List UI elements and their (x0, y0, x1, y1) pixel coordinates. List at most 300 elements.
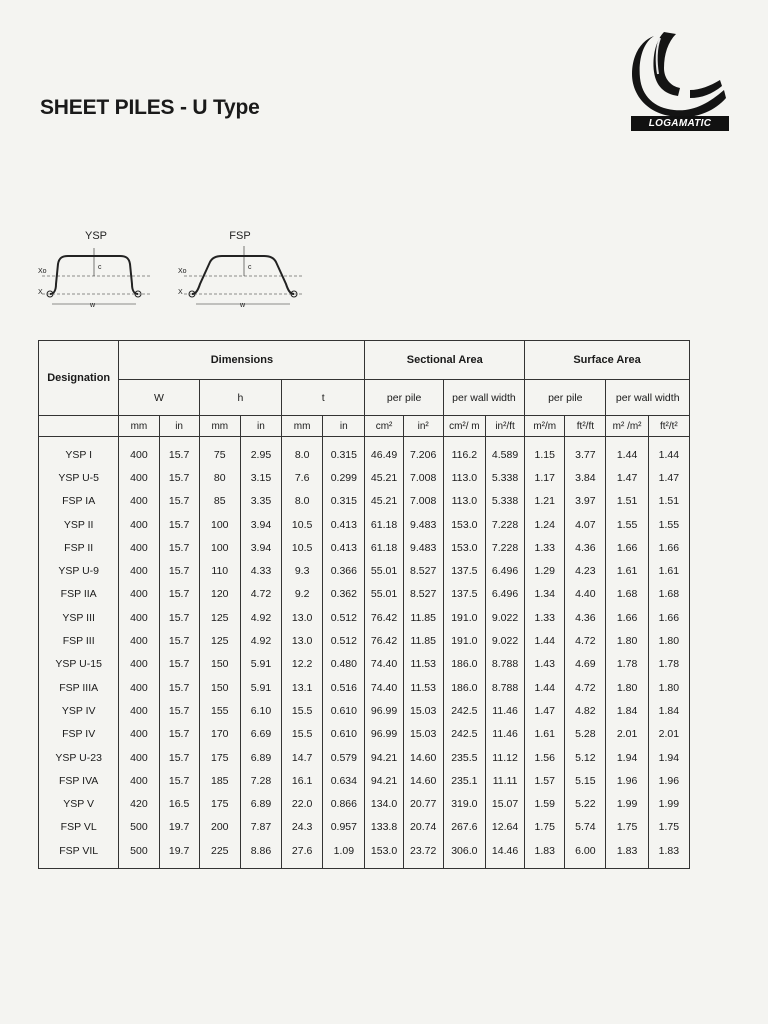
table-cell: 116.2 (443, 437, 485, 467)
designation-cell: YSP II (39, 513, 119, 536)
table-cell: 7.87 (240, 816, 281, 839)
table-cell: 5.15 (565, 769, 606, 792)
table-cell: 14.60 (403, 769, 443, 792)
table-cell: 400 (119, 699, 159, 722)
table-cell: 267.6 (443, 816, 485, 839)
table-cell: 2.01 (606, 723, 648, 746)
table-row (39, 769, 690, 792)
table-cell: 1.33 (525, 536, 565, 559)
table-cell: 100 (199, 536, 240, 559)
table-cell: 100 (199, 513, 240, 536)
table-cell: 1.96 (648, 769, 689, 792)
table-cell: 9.022 (485, 606, 524, 629)
table-cell: 4.23 (565, 559, 606, 582)
table-cell: 1.75 (525, 816, 565, 839)
table-cell: 500 (119, 816, 159, 839)
table-cell: 15.7 (159, 559, 199, 582)
table-cell: 1.24 (525, 513, 565, 536)
table-cell: 1.43 (525, 653, 565, 676)
designation-cell: YSP U-9 (39, 559, 119, 582)
table-cell: 400 (119, 746, 159, 769)
table-row (39, 513, 690, 536)
table-cell: 14.46 (485, 839, 524, 869)
table-cell: 15.7 (159, 513, 199, 536)
table-cell: 15.7 (159, 746, 199, 769)
table-cell: 20.74 (403, 816, 443, 839)
table-cell: 191.0 (443, 606, 485, 629)
table-cell: 4.589 (485, 437, 524, 467)
table-cell: 74.40 (365, 653, 403, 676)
table-cell: 3.35 (240, 490, 281, 513)
table-row (39, 629, 690, 652)
table-cell: 5.91 (240, 653, 281, 676)
table-cell: 235.1 (443, 769, 485, 792)
table-cell: 75 (199, 437, 240, 467)
table-cell: 45.21 (365, 490, 403, 513)
table-cell: 1.66 (606, 536, 648, 559)
table-cell: 4.07 (565, 513, 606, 536)
table-cell: 15.5 (282, 699, 323, 722)
fsp-c-label: c (248, 264, 252, 271)
unit-header: m² /m² (606, 416, 648, 437)
designation-cell: YSP U-23 (39, 746, 119, 769)
table-cell: 9.2 (282, 583, 323, 606)
table-cell: 5.22 (565, 792, 606, 815)
table-cell: 76.42 (365, 606, 403, 629)
table-cell: 3.97 (565, 490, 606, 513)
table-cell: 4.36 (565, 536, 606, 559)
table-cell: 6.10 (240, 699, 281, 722)
table-cell: 1.80 (606, 629, 648, 652)
table-cell: 400 (119, 536, 159, 559)
table-cell: 11.53 (403, 676, 443, 699)
table-cell: 76.42 (365, 629, 403, 652)
table-cell: 3.84 (565, 466, 606, 489)
table-cell: 191.0 (443, 629, 485, 652)
designation-cell: FSP III (39, 629, 119, 652)
table-cell: 6.89 (240, 792, 281, 815)
table-cell: 1.80 (606, 676, 648, 699)
table-row (39, 746, 690, 769)
unit-header: in (323, 416, 365, 437)
table-cell: 10.5 (282, 513, 323, 536)
table-cell: 5.12 (565, 746, 606, 769)
table-cell: 13.0 (282, 629, 323, 652)
table-cell: 15.7 (159, 583, 199, 606)
table-cell: 1.59 (525, 792, 565, 815)
table-cell: 153.0 (443, 536, 485, 559)
ysp-c-label: c (98, 264, 102, 271)
table-cell: 1.51 (606, 490, 648, 513)
table-cell: 61.18 (365, 513, 403, 536)
table-cell: 0.579 (323, 746, 365, 769)
table-cell: 1.68 (648, 583, 689, 606)
table-cell: 1.47 (525, 699, 565, 722)
table-cell: 1.84 (606, 699, 648, 722)
table-row (39, 816, 690, 839)
table-cell: 7.228 (485, 513, 524, 536)
table-cell: 400 (119, 437, 159, 467)
table-cell: 7.206 (403, 437, 443, 467)
table-cell: 500 (119, 839, 159, 869)
table-cell: 1.15 (525, 437, 565, 467)
table-cell: 85 (199, 490, 240, 513)
table-cell: 20.77 (403, 792, 443, 815)
table-cell: 13.0 (282, 606, 323, 629)
dimensions-header: Dimensions (119, 341, 365, 380)
designation-cell: YSP U-15 (39, 653, 119, 676)
table-row (39, 559, 690, 582)
table-cell: 1.44 (525, 676, 565, 699)
sect-per-pile-header: per pile (365, 380, 443, 416)
table-cell: 2.01 (648, 723, 689, 746)
unit-header: in (240, 416, 281, 437)
table-cell: 94.21 (365, 746, 403, 769)
table-cell: 1.80 (648, 676, 689, 699)
designation-cell: FSP VIL (39, 839, 119, 869)
logo-text: LOGAMATIC (631, 116, 729, 131)
table-cell: 1.68 (606, 583, 648, 606)
table-cell: 4.40 (565, 583, 606, 606)
table-cell: 1.66 (648, 606, 689, 629)
unit-header: in²/ft (485, 416, 524, 437)
designation-cell: FSP VL (39, 816, 119, 839)
table-cell: 0.866 (323, 792, 365, 815)
table-cell: 137.5 (443, 583, 485, 606)
unit-header: m²/m (525, 416, 565, 437)
unit-header: mm (282, 416, 323, 437)
table-cell: 74.40 (365, 676, 403, 699)
table-cell: 1.84 (648, 699, 689, 722)
table-cell: 1.99 (648, 792, 689, 815)
table-cell: 14.7 (282, 746, 323, 769)
table-cell: 19.7 (159, 816, 199, 839)
table-cell: 27.6 (282, 839, 323, 869)
table-cell: 80 (199, 466, 240, 489)
table-cell: 1.44 (606, 437, 648, 467)
table-cell: 15.7 (159, 437, 199, 467)
table-cell: 3.94 (240, 513, 281, 536)
unit-header: cm²/ m (443, 416, 485, 437)
table-cell: 11.46 (485, 699, 524, 722)
fsp-section-diagram (178, 230, 308, 310)
table-cell: 400 (119, 606, 159, 629)
table-cell: 4.33 (240, 559, 281, 582)
table-cell: 6.69 (240, 723, 281, 746)
table-cell: 113.0 (443, 466, 485, 489)
logo-mark-icon (630, 28, 730, 118)
table-cell: 15.7 (159, 676, 199, 699)
table-cell: 242.5 (443, 723, 485, 746)
designation-cell: FSP IA (39, 490, 119, 513)
table-cell: 15.03 (403, 699, 443, 722)
table-cell: 9.483 (403, 536, 443, 559)
table-cell: 1.17 (525, 466, 565, 489)
table-cell: 15.7 (159, 490, 199, 513)
unit-header: in² (403, 416, 443, 437)
table-cell: 5.338 (485, 466, 524, 489)
table-cell: 110 (199, 559, 240, 582)
table-cell: 1.78 (648, 653, 689, 676)
table-cell: 1.94 (648, 746, 689, 769)
units-blank-cell (39, 416, 119, 437)
table-cell: 4.82 (565, 699, 606, 722)
ysp-axis-x-label: X (38, 289, 43, 296)
table-cell: 175 (199, 792, 240, 815)
table-row (39, 653, 690, 676)
table-cell: 55.01 (365, 583, 403, 606)
table-cell: 306.0 (443, 839, 485, 869)
table-cell: 1.29 (525, 559, 565, 582)
table-cell: 6.89 (240, 746, 281, 769)
table-cell: 14.60 (403, 746, 443, 769)
table-cell: 9.483 (403, 513, 443, 536)
unit-header: ft²/ft (565, 416, 606, 437)
table-row (39, 490, 690, 513)
table-row (39, 606, 690, 629)
table-row (39, 699, 690, 722)
table-cell: 400 (119, 629, 159, 652)
table-cell: 1.57 (525, 769, 565, 792)
table-cell: 4.92 (240, 629, 281, 652)
table-cell: 12.64 (485, 816, 524, 839)
fsp-diagram-label: FSP (229, 230, 251, 242)
table-cell: 0.413 (323, 536, 365, 559)
table-cell: 113.0 (443, 490, 485, 513)
table-cell: 15.5 (282, 723, 323, 746)
table-cell: 137.5 (443, 559, 485, 582)
table-cell: 46.49 (365, 437, 403, 467)
table-cell: 3.77 (565, 437, 606, 467)
table-cell: 4.69 (565, 653, 606, 676)
table-cell: 242.5 (443, 699, 485, 722)
designation-cell: YSP III (39, 606, 119, 629)
table-cell: 1.47 (606, 466, 648, 489)
table-cell: 23.72 (403, 839, 443, 869)
table-cell: 185 (199, 769, 240, 792)
table-cell: 420 (119, 792, 159, 815)
fsp-axis-xo-label: Xo (178, 268, 187, 275)
designation-cell: YSP IV (39, 699, 119, 722)
designation-cell: FSP IIIA (39, 676, 119, 699)
table-cell: 1.96 (606, 769, 648, 792)
table-cell: 0.299 (323, 466, 365, 489)
table-cell: 1.66 (648, 536, 689, 559)
table-cell: 1.61 (648, 559, 689, 582)
designation-cell: YSP V (39, 792, 119, 815)
table-cell: 1.66 (606, 606, 648, 629)
table-cell: 0.957 (323, 816, 365, 839)
table-cell: 1.56 (525, 746, 565, 769)
table-cell: 120 (199, 583, 240, 606)
table-cell: 96.99 (365, 699, 403, 722)
table-cell: 155 (199, 699, 240, 722)
table-cell: 5.28 (565, 723, 606, 746)
table-cell: 133.8 (365, 816, 403, 839)
table-cell: 1.47 (648, 466, 689, 489)
table-cell: 1.83 (606, 839, 648, 869)
table-cell: 1.09 (323, 839, 365, 869)
table-cell: 11.12 (485, 746, 524, 769)
table-cell: 8.86 (240, 839, 281, 869)
table-cell: 8.788 (485, 653, 524, 676)
table-cell: 1.83 (525, 839, 565, 869)
table-cell: 186.0 (443, 653, 485, 676)
table-cell: 400 (119, 676, 159, 699)
table-cell: 1.34 (525, 583, 565, 606)
table-cell: 5.338 (485, 490, 524, 513)
table-cell: 1.61 (606, 559, 648, 582)
table-cell: 225 (199, 839, 240, 869)
table-cell: 11.85 (403, 606, 443, 629)
table-cell: 1.21 (525, 490, 565, 513)
table-cell: 0.512 (323, 606, 365, 629)
table-cell: 7.28 (240, 769, 281, 792)
table-cell: 1.33 (525, 606, 565, 629)
surf-per-wall-header: per wall width (606, 380, 690, 416)
table-cell: 55.01 (365, 559, 403, 582)
table-cell: 94.21 (365, 769, 403, 792)
table-row (39, 676, 690, 699)
fsp-axis-x-label: X (178, 289, 183, 296)
table-cell: 16.5 (159, 792, 199, 815)
table-cell: 125 (199, 606, 240, 629)
table-cell: 4.72 (565, 676, 606, 699)
table-cell: 9.022 (485, 629, 524, 652)
table-cell: 7.6 (282, 466, 323, 489)
ysp-w-label: w (90, 302, 96, 309)
table-cell: 1.44 (648, 437, 689, 467)
table-cell: 15.7 (159, 769, 199, 792)
table-cell: 150 (199, 676, 240, 699)
table-cell: 175 (199, 746, 240, 769)
table-cell: 0.634 (323, 769, 365, 792)
table-cell: 15.7 (159, 606, 199, 629)
table-cell: 319.0 (443, 792, 485, 815)
table-cell: 1.94 (606, 746, 648, 769)
table-row (39, 792, 690, 815)
table-cell: 1.61 (525, 723, 565, 746)
table-cell: 0.362 (323, 583, 365, 606)
table-row (39, 466, 690, 489)
table-cell: 4.72 (240, 583, 281, 606)
table-cell: 125 (199, 629, 240, 652)
table-cell: 400 (119, 559, 159, 582)
page-title: SHEET PILES - U Type (40, 96, 260, 119)
table-cell: 4.72 (565, 629, 606, 652)
table-cell: 4.92 (240, 606, 281, 629)
table-cell: 45.21 (365, 466, 403, 489)
table-cell: 11.53 (403, 653, 443, 676)
table-cell: 3.15 (240, 466, 281, 489)
table-cell: 6.496 (485, 559, 524, 582)
table-cell: 0.480 (323, 653, 365, 676)
table-cell: 15.7 (159, 629, 199, 652)
table-cell: 4.36 (565, 606, 606, 629)
ysp-axis-xo-label: Xo (38, 268, 47, 275)
table-cell: 5.74 (565, 816, 606, 839)
table-cell: 19.7 (159, 839, 199, 869)
table-cell: 0.516 (323, 676, 365, 699)
table-cell: 11.46 (485, 723, 524, 746)
table-cell: 1.83 (648, 839, 689, 869)
table-cell: 150 (199, 653, 240, 676)
w-header: W (119, 380, 199, 416)
table-cell: 15.7 (159, 653, 199, 676)
table-cell: 1.75 (648, 816, 689, 839)
table-cell: 6.00 (565, 839, 606, 869)
table-body (39, 437, 690, 869)
table-cell: 7.228 (485, 536, 524, 559)
table-cell: 8.527 (403, 583, 443, 606)
table-cell: 11.85 (403, 629, 443, 652)
table-cell: 0.610 (323, 699, 365, 722)
units-row (39, 416, 690, 437)
table-cell: 134.0 (365, 792, 403, 815)
table-cell: 8.527 (403, 559, 443, 582)
unit-header: mm (199, 416, 240, 437)
table-cell: 0.315 (323, 490, 365, 513)
table-cell: 15.07 (485, 792, 524, 815)
table-cell: 15.03 (403, 723, 443, 746)
sheet-piles-table (38, 340, 690, 869)
designation-cell: FSP IV (39, 723, 119, 746)
table-cell: 16.1 (282, 769, 323, 792)
table-cell: 10.5 (282, 536, 323, 559)
table-cell: 96.99 (365, 723, 403, 746)
table-cell: 153.0 (365, 839, 403, 869)
ysp-section-diagram (38, 230, 160, 310)
table-cell: 9.3 (282, 559, 323, 582)
table-cell: 8.0 (282, 490, 323, 513)
table-cell: 15.7 (159, 466, 199, 489)
table-cell: 186.0 (443, 676, 485, 699)
table-cell: 22.0 (282, 792, 323, 815)
table-cell: 400 (119, 653, 159, 676)
t-header: t (282, 380, 365, 416)
table-cell: 8.0 (282, 437, 323, 467)
table-cell: 400 (119, 769, 159, 792)
table-cell: 11.11 (485, 769, 524, 792)
table-cell: 0.413 (323, 513, 365, 536)
table-cell: 0.315 (323, 437, 365, 467)
table-cell: 1.80 (648, 629, 689, 652)
table-cell: 24.3 (282, 816, 323, 839)
table-row (39, 536, 690, 559)
table-cell: 15.7 (159, 723, 199, 746)
designation-cell: YSP U-5 (39, 466, 119, 489)
table-cell: 1.78 (606, 653, 648, 676)
ysp-diagram-label: YSP (84, 230, 107, 242)
table-cell: 235.5 (443, 746, 485, 769)
table-cell: 0.610 (323, 723, 365, 746)
table-cell: 153.0 (443, 513, 485, 536)
table-cell: 400 (119, 723, 159, 746)
sect-per-wall-header: per wall width (443, 380, 524, 416)
table-cell: 13.1 (282, 676, 323, 699)
table-cell: 15.7 (159, 536, 199, 559)
designation-cell: FSP II (39, 536, 119, 559)
surf-per-pile-header: per pile (525, 380, 606, 416)
table-cell: 6.496 (485, 583, 524, 606)
surface-area-header: Surface Area (525, 341, 690, 380)
designation-cell: FSP IVA (39, 769, 119, 792)
fsp-profile-icon (178, 230, 308, 310)
sectional-area-header: Sectional Area (365, 341, 525, 380)
table-cell: 170 (199, 723, 240, 746)
table-row (39, 723, 690, 746)
unit-header: mm (119, 416, 159, 437)
